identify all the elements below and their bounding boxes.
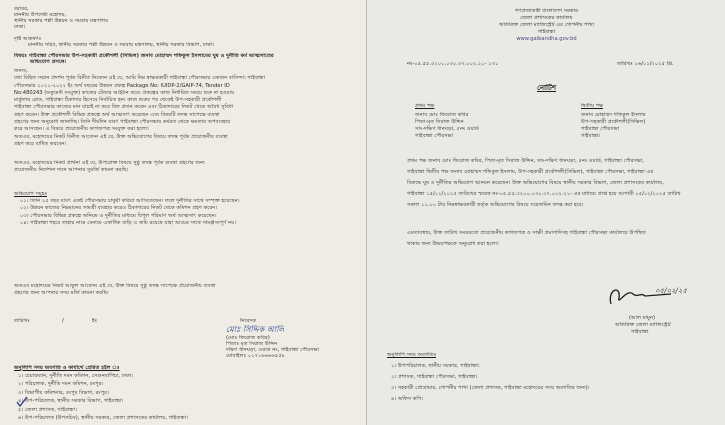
signature-icon — [605, 280, 675, 310]
subject-line: বিষয়ঃ গাইবান্ধা পৌরসভার উপ-সহকারী প্রকৌশলী (সিভিল) জনাব মোহাম্মদ শফিকুল ইসলামের ঘুষ ও দুর্নীতি কর্ম আত্মসাতের — [14, 53, 274, 59]
signer-place: গাইবান্ধা — [631, 329, 649, 335]
date-year: ইং — [92, 318, 97, 324]
sender-line: পিতাঃ মৃত সিরাজ উদ্দিন — [226, 341, 278, 347]
sign-date: ০৫/০২/২৫ — [655, 287, 688, 295]
to-label: বরাবর, — [14, 6, 29, 12]
first-party-label: প্রথম পক্ষ — [415, 103, 435, 109]
sender-label: নিবেদক — [240, 318, 256, 324]
copies-list: ১। চেয়ারম্যান, দুর্নীতি দমন কমিশন, সেগুনবাগিচা, ঢাকা। ২। পরিচালক, দুর্নীতি দমন কমিশন, রংপুর। ৩। বিভাগীয় কমিশনার, রংপুর বিভাগ, রংপুর। ৪। উপ-পরিচালক, স্থানীয় সরকার বিভাগ, গাইবান্ধা। ৫। জেলা প্রশাসক, গাইবান্ধা। ৬। উপ-পরিচালক (উপসচিব), স্থানীয় সরকার, জেলা প্রশাসকের কার্যালয়, গাইবান্ধা। — [18, 373, 189, 422]
district-line: গাইবান্ধা — [537, 29, 556, 35]
copies-list: ১। উপপরিচালক, স্থানীয় সরকার, গাইবান্ধা। ২। প্রশাসক, গাইবান্ধা পৌরসভা, গাইবান্ধা। ৩। সহকারী প্রোগ্রামার, গোপনীয় শাখা (জেলা প্রশাসক, গাইবান্ধা মহোদয়ের সদয় অবগতির জন্য)। ৪। অফিস কপি। — [391, 363, 590, 402]
sender-line: মোবাইলঃ ০১৭১৬৬৬৬৫৫৮ — [226, 353, 285, 359]
branch-line: অতিরিক্ত জেলা ম্যাজিস্ট্রেট এর গোপনীয় শাখা — [499, 22, 594, 28]
copies-title: অনুলিপি সদয় অবগতি ও কার্যার্থে প্রেরিত হইল ঃ — [14, 365, 120, 371]
to-line: ঢাকা। — [14, 24, 26, 30]
body-paragraph: জনাব, যথা বিহিত সম্মান প্রদর্শন পূর্বক বিনীত নিবেদন এই যে, আমি নিম্ন স্বাক্ষরকারী গাইবান্ধা পৌরসভার একজন বাসিন্দা। গাইবান্ধা পৌরসভার ২০২১-২০২২ ইং অর্থ বছরের উন্নয়ন প্রকল্প Package No: IUIDP-2/GAIP-74, Tender ID No:480243 (ডকুমেন্ট সংযুক্ত) কাজের টেন্ডার আহ্বান করে। প্রকল্পের কাজ নির্ধারিত সময়ে শুরু না হওয়ায় মার্কুলার রোড, গাইবান্ধা ঠিকাদার হিসেবে নির্বাচিত হন। কাজ শুরুর পর থেকেই উপ-সহকারী প্রকৌশলী গাইবান্ধা পৌরসভার কাজের মান যাচাই না করে বিল প্রদান করেন এবং ঠিকাদারের নিকট থেকে অবৈধ সুবিধা গ্রহণ করেন। উক্ত প্রকৌশলী বিভিন্ন প্রকল্পে অর্থ আত্মসাৎ করেছেন এবং বিষয়টি তদন্ত সাপেক্ষে ব্যবস্থা গ্রহণের জন্য অনুরোধ জানাচ্ছি। তিনি দীর্ঘদিন যাবৎ গাইবান্ধা পৌরসভায় কর্মরত থেকে ক্ষমতার অপব্যবহার করে আসছেন। এ বিষয়ে প্রয়োজনীয় কাগজপত্র সংযুক্ত করা হলো। অতএব, মহোদয়ের নিকট বিনীত আবেদন এই যে, উক্ত অভিযোগের বিষয়ে তদন্ত পূর্বক প্রয়োজনীয় ব্যবস্থা গ্রহণ করে বাধিত করবেন। — [14, 68, 266, 147]
allegation-list: ০১। তিনি ২৫ বছর যাবৎ একই পৌরসভায় চাকুরী করিয়া আসিতেছেন। ফলে দুর্নীতির সাথে সম্পৃক্ত হয়েছেন। ০২। উন্নয়ন কাজের নিম্নমানের সামগ্রী ব্যবহার করেও ঠিকাদারের নিকট থেকে কমিশন গ্রহণ করেন। ০৩। পৌরসভার বিভিন্ন প্রকল্পে অনিয়ম ও দুর্নীতির মাধ্যমে বিপুল পরিমাণ অর্থ আত্মসাৎ করেছেন। ০৪। গাইবান্ধা শহরে তাহার নামে বেনামে একাধিক বাড়ি ও জমি রয়েছে যাহা আয়ের সাথে সামঞ্জস্যপূর্ণ নয়। — [20, 198, 240, 226]
memo-number: নং-০৫.৫৫.৩২০০.০৩০.৩৭.০০২.২১- ১৩১ — [407, 61, 499, 67]
closing-paragraph: অতএব মহোদয়ের নিকট আকুল আবেদন এই যে, উক্ত বিষয়ে সুষ্ঠু তদন্ত সাপেক্ষে প্রয়োজনীয় ব্যবস্থা গ্রহণের জন্য আপনার সদয় মর্জি কামনা করছি। — [14, 283, 216, 297]
signer-title: অতিরিক্ত জেলা ম্যাজিস্ট্রেট — [615, 322, 671, 328]
notice-body: এমতাবস্থায়, উক্ত তারিখ সময়মতো প্রয়োজনীয় কাগজপত্র ও সাক্ষী প্রমাণাদিসহ গাইবান্ধা পৌরসভা কার্যালয়ে উপস্থিত থাকার জন্য উভয়পক্ষকে অনুরোধ করা হলো। — [407, 230, 646, 247]
first-party-block: জনাব মোঃ ফিরোজ কবির পিতা-মৃত সিরাজ উদ্দিন সাং-দক্ষিণ ধানঘড়া, ৫নং ওয়ার্ড গাইবান্ধা পৌরসভা — [415, 112, 479, 139]
notice-title: নোটিশ — [536, 84, 556, 92]
subject-line: অভিযোগ প্রসঙ্গে। — [30, 59, 67, 65]
sender-name: (মোঃ ফিরোজ কবির) — [226, 335, 270, 341]
second-party-block: জনাব মোহাম্মদ শফিকুল ইসলাম উপ-সহকারী প্রকৌশলী(সিভিল) গাইবান্ধা পৌরসভা গাইবান্ধা। — [581, 112, 646, 139]
notice-date: তারিখঃ ০৬/০১/২০২৫ খ্রি. — [617, 61, 674, 67]
notice-body: প্রথম পক্ষ জনাব মোঃ ফিরোজ কবির, পিতা-মৃত সিরাজ উদ্দিন, সাং-দক্ষিণ ধানঘড়া, ৫নং ওয়ার্ড, গাইবান্ধা পৌরসভা, গাইবান্ধা দ্বিতীয় পক্ষ জনাব মোহাম্মদ শফিকুল ইসলাম, উপ-সহকারী প্রকৌশলী(সিভিল), গাইবান্ধা পৌরসভা, গাইবান্ধা এর বিরুদ্ধে ঘুষ ও দুর্নীতির অভিযোগ আনয়ন করেছেন। উক্ত অভিযোগের বিষয়ে স্থানীয় সরকার বিভাগ, জেলা প্রশাসকের কার্যালয়, গাইবান্ধা ১৫/০১/২০২৫ তারিখের স্মারক নং-০৫.৫৫.৩২০০.০৩০.৩৭.০০২.২১- এর মাধ্যমে প্রাপ্ত হয়ে আগামী ০৫/০২/২০২৫ তারিখ সকাল ১০.০০ টায় নিম্নস্বাক্ষরকারী কর্তৃক অভিযোগের বিষয়ে সরেজমিন তদন্ত করা হবে। — [407, 158, 681, 208]
tick-mark-icon — [16, 396, 28, 408]
via-line: মাননীয় সচিব, স্থানীয় সরকার পল্লী উন্নয়ন ও সমবায় মন্ত্রণালয়, স্থানীয় সরকার বিভাগ, ঢাকা। — [28, 42, 215, 48]
to-line: মাননীয় উপদেষ্টা মহোদয়, — [14, 12, 67, 18]
via-label: দৃষ্টি আকর্ষণঃ — [14, 36, 42, 42]
points-title: অভিযোগ সমূহঃ — [14, 191, 48, 197]
sender-signature: মোঃ সিদ্দিক আলি — [226, 325, 285, 334]
second-party-label: দ্বিতীয় পক্ষ — [581, 103, 604, 109]
copies-title: অনুলিপি সদয় অবগতিঃ — [387, 352, 437, 358]
sender-line: দক্ষিণ ধানঘড়া, ওয়ার্ড নং, গাইবান্ধা পৌরসভা — [226, 347, 319, 353]
official-notice — [366, 0, 725, 425]
website-link[interactable]: www.gaibandha.gov.bd — [516, 36, 577, 42]
date-label: তারিখঃ — [14, 318, 30, 324]
body-paragraph: অতএব, মহোদয়ের নিকট প্রার্থনা এই যে, উপরোক্ত বিষয়ে সুষ্ঠু তদন্ত পূর্বক ব্যবস্থা গ্রহণের জন্য প্রয়োজনীয় নির্দেশনা দানে আপনার সুমর্জি কামনা করছি। — [14, 160, 205, 174]
date-sep: / — [62, 318, 64, 324]
to-line: স্থানীয় সরকার পল্লী উন্নয়ন ও সমবায় মন্ত্রণালয় — [14, 18, 109, 24]
gov-line: গণপ্রজাতন্ত্রী বাংলাদেশ সরকার — [515, 8, 578, 14]
office-line: জেলা প্রশাসকের কার্যালয় — [520, 15, 573, 21]
signer-name: (আল মামুন) — [629, 315, 655, 321]
